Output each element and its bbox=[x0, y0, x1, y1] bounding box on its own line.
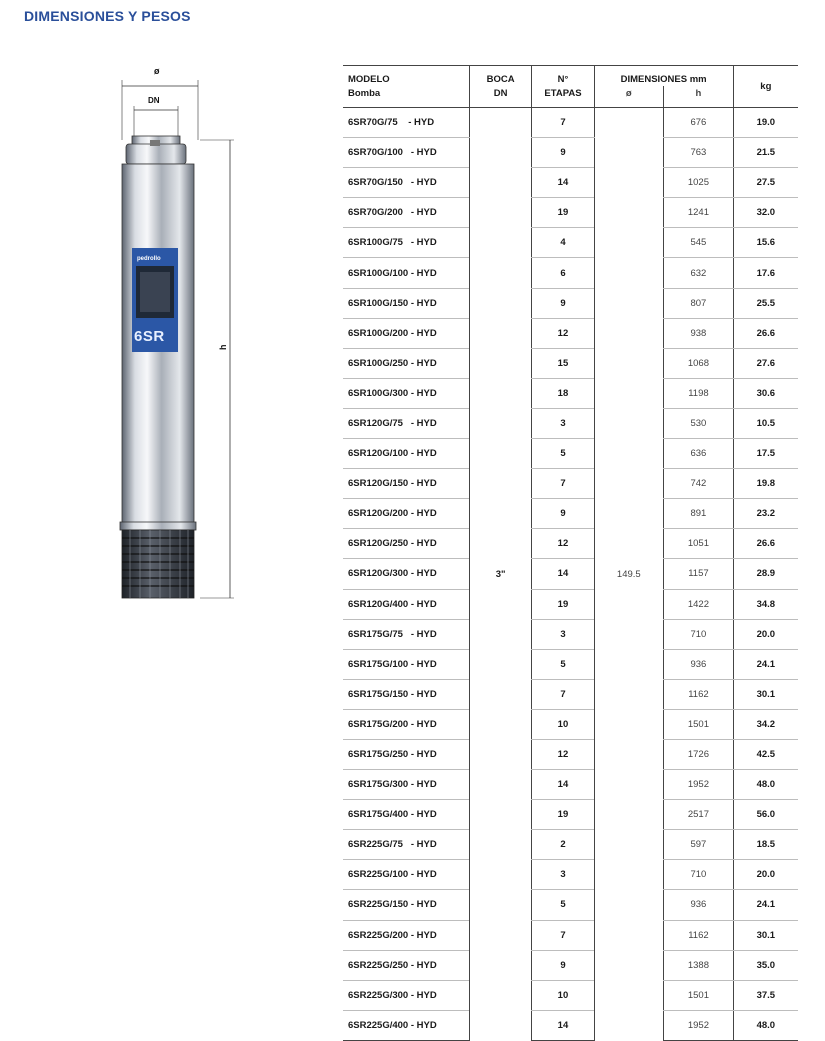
cell-model: 6SR120G/250 - HYD bbox=[343, 529, 469, 559]
table-row bbox=[343, 469, 798, 499]
cell-height: 936 bbox=[664, 649, 734, 679]
cell-etapas: 9 bbox=[532, 499, 594, 529]
header-kg: kg bbox=[733, 66, 798, 108]
cell-model: 6SR175G/400 - HYD bbox=[343, 800, 469, 830]
cell-model: 6SR120G/300 - HYD bbox=[343, 559, 469, 589]
cell-kg: 17.5 bbox=[733, 439, 798, 469]
page-title: DIMENSIONES Y PESOS bbox=[24, 8, 191, 24]
header-etapas-sub: ETAPAS bbox=[532, 86, 594, 108]
cell-kg: 26.6 bbox=[733, 529, 798, 559]
cell-model: 6SR175G/75 - HYD bbox=[343, 619, 469, 649]
table-row bbox=[343, 619, 798, 649]
table-row bbox=[343, 198, 798, 228]
cell-height: 1025 bbox=[664, 168, 734, 198]
cell-kg: 10.5 bbox=[733, 408, 798, 438]
cell-model: 6SR225G/150 - HYD bbox=[343, 890, 469, 920]
table-row bbox=[343, 739, 798, 769]
cell-etapas: 5 bbox=[532, 439, 594, 469]
dn-label: DN bbox=[148, 96, 160, 105]
cell-etapas: 7 bbox=[532, 469, 594, 499]
cell-etapas: 10 bbox=[532, 709, 594, 739]
table-row bbox=[343, 679, 798, 709]
cell-kg: 30.1 bbox=[733, 920, 798, 950]
cell-model: 6SR100G/300 - HYD bbox=[343, 378, 469, 408]
cell-height: 1952 bbox=[664, 1010, 734, 1040]
cell-model: 6SR120G/200 - HYD bbox=[343, 499, 469, 529]
cell-kg: 19.0 bbox=[733, 108, 798, 138]
height-label: h bbox=[218, 344, 228, 350]
cell-etapas: 19 bbox=[532, 589, 594, 619]
cell-model: 6SR225G/100 - HYD bbox=[343, 860, 469, 890]
table-body bbox=[343, 108, 798, 1041]
cell-kg: 32.0 bbox=[733, 198, 798, 228]
table-row bbox=[343, 770, 798, 800]
table-row bbox=[343, 589, 798, 619]
cell-model: 6SR225G/300 - HYD bbox=[343, 980, 469, 1010]
cell-etapas: 9 bbox=[532, 950, 594, 980]
cell-height: 1162 bbox=[664, 679, 734, 709]
table-row bbox=[343, 499, 798, 529]
cell-kg: 20.0 bbox=[733, 619, 798, 649]
cell-height: 1422 bbox=[664, 589, 734, 619]
table-row bbox=[343, 830, 798, 860]
cell-model: 6SR70G/200 - HYD bbox=[343, 198, 469, 228]
table-row bbox=[343, 439, 798, 469]
cell-height: 676 bbox=[664, 108, 734, 138]
cell-height: 1198 bbox=[664, 378, 734, 408]
cell-etapas: 14 bbox=[532, 770, 594, 800]
cell-etapas: 9 bbox=[532, 288, 594, 318]
cell-model: 6SR120G/100 - HYD bbox=[343, 439, 469, 469]
cell-height: 1051 bbox=[664, 529, 734, 559]
cell-height: 597 bbox=[664, 830, 734, 860]
cell-etapas: 19 bbox=[532, 800, 594, 830]
cell-kg: 18.5 bbox=[733, 830, 798, 860]
header-diameter: ø bbox=[594, 86, 664, 108]
table-row bbox=[343, 318, 798, 348]
table-row bbox=[343, 108, 798, 138]
diameter-label: ø bbox=[154, 66, 160, 76]
cell-kg: 21.5 bbox=[733, 138, 798, 168]
cell-kg: 28.9 bbox=[733, 559, 798, 589]
cell-model: 6SR175G/150 - HYD bbox=[343, 679, 469, 709]
cell-etapas: 4 bbox=[532, 228, 594, 258]
cell-kg: 48.0 bbox=[733, 1010, 798, 1040]
pump-illustration bbox=[110, 60, 250, 610]
cell-kg: 17.6 bbox=[733, 258, 798, 288]
cell-etapas: 3 bbox=[532, 408, 594, 438]
cell-model: 6SR70G/100 - HYD bbox=[343, 138, 469, 168]
table-row bbox=[343, 138, 798, 168]
cell-etapas: 12 bbox=[532, 529, 594, 559]
cell-height: 1162 bbox=[664, 920, 734, 950]
cell-etapas: 7 bbox=[532, 108, 594, 138]
cell-height: 545 bbox=[664, 228, 734, 258]
table-row bbox=[343, 860, 798, 890]
header-height: h bbox=[664, 86, 734, 108]
cell-etapas: 14 bbox=[532, 168, 594, 198]
cell-etapas: 6 bbox=[532, 258, 594, 288]
header-boca: BOCA bbox=[469, 66, 532, 87]
cell-height: 936 bbox=[664, 890, 734, 920]
table-row bbox=[343, 228, 798, 258]
cell-height: 710 bbox=[664, 619, 734, 649]
cell-kg: 27.6 bbox=[733, 348, 798, 378]
table-row bbox=[343, 980, 798, 1010]
cell-height: 632 bbox=[664, 258, 734, 288]
table-row bbox=[343, 288, 798, 318]
cell-model: 6SR120G/75 - HYD bbox=[343, 408, 469, 438]
cell-height: 807 bbox=[664, 288, 734, 318]
cell-model: 6SR100G/100 - HYD bbox=[343, 258, 469, 288]
cell-model: 6SR120G/150 - HYD bbox=[343, 469, 469, 499]
cell-etapas: 3 bbox=[532, 619, 594, 649]
cell-height: 530 bbox=[664, 408, 734, 438]
cell-model: 6SR175G/250 - HYD bbox=[343, 739, 469, 769]
cell-kg: 27.5 bbox=[733, 168, 798, 198]
cell-etapas: 7 bbox=[532, 679, 594, 709]
cell-etapas: 5 bbox=[532, 649, 594, 679]
cell-height: 1952 bbox=[664, 770, 734, 800]
table-row bbox=[343, 709, 798, 739]
cell-etapas: 14 bbox=[532, 1010, 594, 1040]
cell-etapas: 5 bbox=[532, 890, 594, 920]
cell-kg: 37.5 bbox=[733, 980, 798, 1010]
cell-model: 6SR100G/150 - HYD bbox=[343, 288, 469, 318]
cell-height: 742 bbox=[664, 469, 734, 499]
cell-kg: 19.8 bbox=[733, 469, 798, 499]
table-row bbox=[343, 890, 798, 920]
cell-kg: 34.8 bbox=[733, 589, 798, 619]
cell-boca: 3" bbox=[469, 108, 532, 1041]
cell-model: 6SR120G/400 - HYD bbox=[343, 589, 469, 619]
table-row bbox=[343, 408, 798, 438]
cell-model: 6SR225G/250 - HYD bbox=[343, 950, 469, 980]
cell-etapas: 12 bbox=[532, 318, 594, 348]
cell-kg: 48.0 bbox=[733, 770, 798, 800]
cell-kg: 42.5 bbox=[733, 739, 798, 769]
cell-etapas: 12 bbox=[532, 739, 594, 769]
cell-kg: 25.5 bbox=[733, 288, 798, 318]
table-row bbox=[343, 378, 798, 408]
cell-height: 636 bbox=[664, 439, 734, 469]
table-row bbox=[343, 348, 798, 378]
cell-model: 6SR100G/250 - HYD bbox=[343, 348, 469, 378]
cell-kg: 26.6 bbox=[733, 318, 798, 348]
cell-kg: 30.6 bbox=[733, 378, 798, 408]
pump-drawing bbox=[110, 60, 250, 610]
header-boca-sub: DN bbox=[469, 86, 532, 108]
cell-kg: 30.1 bbox=[733, 679, 798, 709]
cell-etapas: 2 bbox=[532, 830, 594, 860]
cell-etapas: 10 bbox=[532, 980, 594, 1010]
header-dimensions: DIMENSIONES mm bbox=[594, 66, 733, 87]
cell-model: 6SR225G/75 - HYD bbox=[343, 830, 469, 860]
cell-kg: 20.0 bbox=[733, 860, 798, 890]
model-badge: 6SR bbox=[134, 328, 165, 345]
dimensions-table bbox=[343, 65, 798, 1041]
cell-diameter: 149.5 bbox=[594, 108, 664, 1041]
cell-etapas: 3 bbox=[532, 860, 594, 890]
cell-etapas: 14 bbox=[532, 559, 594, 589]
cell-height: 1157 bbox=[664, 559, 734, 589]
cell-model: 6SR175G/200 - HYD bbox=[343, 709, 469, 739]
cell-etapas: 7 bbox=[532, 920, 594, 950]
cell-model: 6SR100G/75 - HYD bbox=[343, 228, 469, 258]
cell-etapas: 9 bbox=[532, 138, 594, 168]
cell-etapas: 15 bbox=[532, 348, 594, 378]
table-row bbox=[343, 168, 798, 198]
cell-height: 1501 bbox=[664, 709, 734, 739]
table-row bbox=[343, 920, 798, 950]
cell-kg: 34.2 bbox=[733, 709, 798, 739]
cell-model: 6SR175G/100 - HYD bbox=[343, 649, 469, 679]
cell-model: 6SR70G/75 - HYD bbox=[343, 108, 469, 138]
cell-height: 710 bbox=[664, 860, 734, 890]
cell-model: 6SR70G/150 - HYD bbox=[343, 168, 469, 198]
cell-kg: 24.1 bbox=[733, 649, 798, 679]
cell-kg: 35.0 bbox=[733, 950, 798, 980]
cell-height: 1388 bbox=[664, 950, 734, 980]
cell-height: 1068 bbox=[664, 348, 734, 378]
cell-kg: 15.6 bbox=[733, 228, 798, 258]
table-row bbox=[343, 1010, 798, 1040]
cell-model: 6SR225G/200 - HYD bbox=[343, 920, 469, 950]
cell-height: 2517 bbox=[664, 800, 734, 830]
table-row bbox=[343, 559, 798, 589]
header-model: MODELO bbox=[343, 66, 469, 87]
brand-logo: pedrollo bbox=[137, 256, 161, 262]
cell-kg: 24.1 bbox=[733, 890, 798, 920]
cell-height: 763 bbox=[664, 138, 734, 168]
header-etapas: N° bbox=[532, 66, 594, 87]
cell-kg: 23.2 bbox=[733, 499, 798, 529]
cell-height: 1501 bbox=[664, 980, 734, 1010]
cell-height: 1241 bbox=[664, 198, 734, 228]
cell-model: 6SR100G/200 - HYD bbox=[343, 318, 469, 348]
cell-height: 891 bbox=[664, 499, 734, 529]
cell-height: 938 bbox=[664, 318, 734, 348]
table-row bbox=[343, 258, 798, 288]
cell-kg: 56.0 bbox=[733, 800, 798, 830]
cell-model: 6SR225G/400 - HYD bbox=[343, 1010, 469, 1040]
cell-etapas: 19 bbox=[532, 198, 594, 228]
table-row bbox=[343, 529, 798, 559]
cell-model: 6SR175G/300 - HYD bbox=[343, 770, 469, 800]
table-row bbox=[343, 800, 798, 830]
table-row bbox=[343, 950, 798, 980]
cell-etapas: 18 bbox=[532, 378, 594, 408]
table-row bbox=[343, 649, 798, 679]
cell-height: 1726 bbox=[664, 739, 734, 769]
header-model-sub: Bomba bbox=[343, 86, 469, 108]
